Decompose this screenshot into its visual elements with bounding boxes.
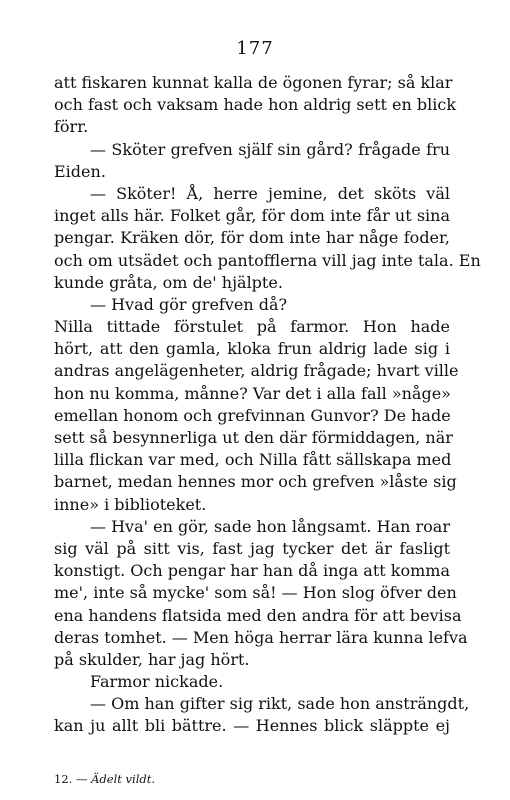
text-line: ena handens flatsida med den andra för att bevisa — [54, 605, 462, 625]
printer-signature — [54, 772, 155, 786]
text-line: sig väl på sitt vis, fast jag tycker det är fasligt — [54, 538, 450, 558]
text-line: Eiden. — [54, 161, 106, 181]
text-line: och om utsädet och pantofflerna vill jag inte tala. En — [54, 250, 481, 270]
signature-title: Ädelt vildt. — [91, 772, 156, 786]
text-line: me', inte så mycke' som så! — Hon slog öfver den — [54, 583, 457, 603]
text-line: lilla flickan var med, och Nilla fått sällskapa med — [54, 450, 452, 470]
text-line: andras angelägenheter, aldrig frågade; hvart ville — [54, 361, 459, 381]
text-line: att fiskaren kunnat kalla de ögonen fyrar; så klar — [54, 73, 453, 92]
text-line: kan ju allt bli bättre. — Hennes blick släppte ej — [54, 716, 450, 736]
text-line: Nilla tittade förstulet på farmor. Hon hade — [54, 317, 450, 337]
text-line: hon nu komma, månne? Var det i alla fall »någe» — [54, 383, 451, 403]
text-line: — Sköter grefven själf sin gård? frågade fru — [90, 139, 450, 159]
text-line: emellan honom och grefvinnan Gunvor? De hade — [54, 405, 451, 425]
text-line: — Sköter! Å, herre jemine, det sköts väl — [90, 183, 450, 203]
text-line: konstigt. Och pengar har han då inga att komma — [54, 561, 450, 581]
signature-number: 12. — — [54, 772, 88, 786]
text-line: hört, att den gamla, kloka frun aldrig lade sig i — [54, 339, 450, 359]
text-line: Farmor nickade. — [90, 672, 224, 692]
text-line: kunde gråta, om de' hjälpte. — [54, 272, 283, 292]
text-line: — Hvad gör grefven då? — [90, 294, 288, 314]
text-line: — Om han gifter sig rikt, sade hon ansträngdt, — [90, 694, 470, 714]
text-line: barnet, medan hennes mor och grefven »låste sig — [54, 472, 457, 492]
text-line: sett så besynnerliga ut den där förmiddagen, när — [54, 428, 453, 447]
text-line: — Hva' en gör, sade hon långsamt. Han roar — [90, 516, 450, 536]
text-line: deras tomhet. — Men höga herrar lära kunna lefva — [54, 627, 468, 647]
text-line: inne» i biblioteket. — [54, 494, 207, 514]
text-line: pengar. Kräken dör, för dom inte har någe foder, — [54, 228, 450, 248]
text-line: förr. — [54, 117, 89, 137]
page-number: 177 — [236, 38, 274, 59]
text-line: och fast och vaksam hade hon aldrig sett en blick — [54, 95, 457, 115]
body-text — [54, 72, 481, 738]
text-line: på skulder, har jag hört. — [54, 649, 250, 669]
text-line: inget alls här. Folket går, för dom inte får ut sina — [54, 206, 450, 226]
